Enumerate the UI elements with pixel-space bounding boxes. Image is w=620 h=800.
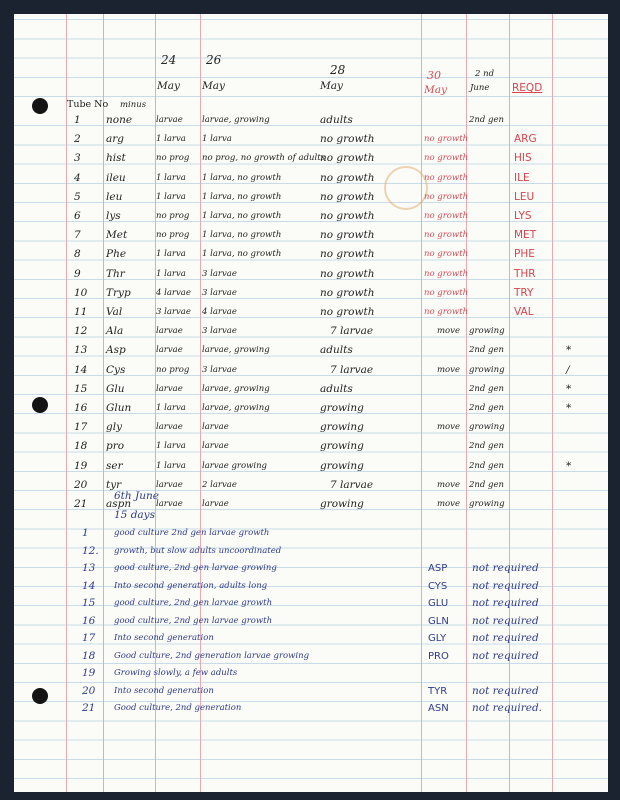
cell-m28: growing xyxy=(320,498,364,510)
note-aa: TYR xyxy=(428,685,448,697)
cell-aa: Met xyxy=(106,229,128,242)
cell-m30: move xyxy=(437,422,461,433)
cell-no: 7 xyxy=(74,229,81,242)
cell-m30: move xyxy=(437,499,461,509)
note-text: growth, but slow adults uncoordinated xyxy=(114,545,282,556)
note-status: not required xyxy=(472,614,539,627)
cell-reqd: LYS xyxy=(514,210,532,222)
cell-aa: lys xyxy=(106,210,121,222)
note-no: 20 xyxy=(82,684,96,697)
note-aa: PRO xyxy=(428,650,449,662)
cell-no: 15 xyxy=(74,382,88,395)
punch-hole xyxy=(32,688,48,704)
cell-j2: 2nd gen xyxy=(469,403,504,413)
cell-m30: no growth xyxy=(424,307,469,317)
note-status: not required xyxy=(472,579,539,592)
note-status: not required. xyxy=(472,702,543,714)
note-text: Into second generation, adults long xyxy=(114,580,268,591)
cell-reqd: THR xyxy=(514,267,536,280)
date-2: 2 nd xyxy=(475,69,495,79)
note-text: good culture 2nd gen larvae growth xyxy=(114,528,270,538)
ledger-sheet xyxy=(14,14,608,792)
note-text: Good culture, 2nd generation larvae growing xyxy=(114,650,310,661)
note-no: 19 xyxy=(82,667,96,679)
cell-m26: no prog, no growth of adults xyxy=(202,153,325,164)
month-2: June xyxy=(470,83,490,93)
cell-m28: no growth xyxy=(320,306,375,318)
cell-j2: 2nd gen xyxy=(469,383,504,394)
cell-no: 4 xyxy=(74,171,81,184)
cell-reqd: MET xyxy=(514,229,537,242)
cell-mark: * xyxy=(566,402,572,414)
note-status: not required xyxy=(472,597,539,609)
cell-m26: 3 larvae xyxy=(202,326,237,337)
cell-no: 18 xyxy=(74,440,88,453)
cell-m30: no growth xyxy=(424,172,469,183)
note-no: 1 xyxy=(82,527,89,539)
cell-m30: no growth xyxy=(424,134,469,145)
cell-m28: growing xyxy=(320,459,364,472)
note-aa: ASP xyxy=(428,563,448,574)
cell-j2: 2nd gen xyxy=(469,441,504,452)
note-no: 17 xyxy=(82,632,96,644)
cell-m26: 1 larva, no growth xyxy=(202,172,282,183)
note-no: 14 xyxy=(82,579,96,592)
note-aa: ASN xyxy=(428,703,449,714)
cell-reqd: HIS xyxy=(514,152,532,165)
note-text: good culture, 2nd gen larvae growth xyxy=(114,598,273,608)
cell-no: 1 xyxy=(74,114,81,126)
note-aa: CYS xyxy=(428,580,448,592)
margin-line xyxy=(66,14,67,792)
cell-m30: no growth xyxy=(424,211,469,221)
cell-m24: larvae xyxy=(156,499,183,509)
cell-m30: move xyxy=(437,326,461,337)
cell-no: 2 xyxy=(74,133,81,146)
cell-reqd: ILE xyxy=(514,171,530,184)
cell-m24: 1 larva xyxy=(156,268,186,279)
cell-aa: pro xyxy=(106,440,125,453)
cell-aa: ser xyxy=(106,459,123,472)
minus-heading: minus xyxy=(120,100,147,110)
cell-m24: no prog xyxy=(156,211,190,221)
note-aa: GLU xyxy=(428,598,449,609)
cell-m24: 1 larva xyxy=(156,134,186,145)
cell-m24: no prog xyxy=(156,153,190,164)
cell-mark: * xyxy=(566,382,572,395)
cell-no: 20 xyxy=(74,478,88,491)
cell-m26: 3 larvae xyxy=(202,364,237,375)
note-text: Good culture, 2nd generation xyxy=(114,703,242,713)
note-text: good culture, 2nd gen larvae growth xyxy=(114,615,273,626)
cell-m24: 3 larvae xyxy=(156,307,191,317)
date-24: 24 xyxy=(161,53,177,67)
margin-line xyxy=(466,14,467,792)
cell-m26: 1 larva, no growth xyxy=(202,211,282,221)
cell-m26: larvae, growing xyxy=(202,345,270,356)
cell-m24: 4 larvae xyxy=(156,287,191,298)
cell-m28: no growth xyxy=(320,190,375,203)
note-no: 18 xyxy=(82,649,96,662)
cell-no: 12 xyxy=(74,325,88,338)
note-text: Into second generation xyxy=(114,685,214,696)
cell-m24: larvae xyxy=(156,422,183,433)
note-aa: GLY xyxy=(428,633,447,644)
month-24: May xyxy=(157,80,180,92)
cell-m30: no growth xyxy=(424,249,469,260)
cell-m24: 1 larva xyxy=(156,172,186,183)
cell-reqd: VAL xyxy=(514,306,534,318)
note-status: not required xyxy=(472,684,539,697)
cell-no: 11 xyxy=(74,306,88,318)
cell-j2: 2nd gen xyxy=(469,115,504,125)
cell-no: 21 xyxy=(74,498,88,510)
note-status: not required xyxy=(472,632,539,644)
cell-m26: 1 larva xyxy=(202,134,232,145)
cell-m28: no growth xyxy=(320,248,375,261)
date-26: 26 xyxy=(206,53,222,67)
cell-no: 17 xyxy=(74,421,88,434)
cell-m26: larvae growing xyxy=(202,460,267,471)
note-status: not required xyxy=(472,562,539,574)
cell-m28: no growth xyxy=(320,171,375,184)
cell-m26: 3 larvae xyxy=(202,268,237,279)
cell-no: 6 xyxy=(74,210,81,222)
cell-reqd: TRY xyxy=(514,286,534,299)
cell-aa: hist xyxy=(106,152,126,165)
cell-j2: 2nd gen xyxy=(469,345,504,356)
cell-j2: growing xyxy=(469,499,505,509)
cell-m24: larvae xyxy=(156,479,183,490)
cell-no: 16 xyxy=(74,402,88,414)
cell-m28: growing xyxy=(320,402,364,414)
cell-m28: no growth xyxy=(320,286,375,299)
note-aa: GLN xyxy=(428,615,449,627)
cell-no: 8 xyxy=(74,248,81,261)
cell-m26: 3 larvae xyxy=(202,287,237,298)
cell-m24: larvae xyxy=(156,345,183,356)
cell-m28: adults xyxy=(320,344,353,357)
cell-m28: 7 larvae xyxy=(330,325,374,338)
cell-j2: growing xyxy=(469,422,505,433)
cell-aa: tyr xyxy=(106,478,122,491)
cell-m26: 4 larvae xyxy=(202,307,237,317)
note-status: not required xyxy=(472,649,539,662)
cell-no: 10 xyxy=(74,286,88,299)
cell-aa: leu xyxy=(106,190,123,203)
note-no: 21 xyxy=(82,702,96,714)
date-28: 28 xyxy=(330,63,346,77)
cell-m30: no growth xyxy=(424,191,469,202)
cell-m24: 1 larva xyxy=(156,249,186,260)
cell-m24: 1 larva xyxy=(156,441,186,452)
note-text: good culture, 2nd gen larvae growing xyxy=(114,563,277,573)
cell-mark: * xyxy=(566,344,572,357)
cell-m24: larvae xyxy=(156,115,183,125)
cell-reqd: LEU xyxy=(514,190,535,203)
month-30: May xyxy=(424,84,447,96)
cell-no: 5 xyxy=(74,190,81,203)
cell-aa: ileu xyxy=(106,171,126,184)
cell-m30: no growth xyxy=(424,230,469,241)
cell-aa: Tryp xyxy=(106,286,131,299)
margin-line xyxy=(103,14,104,792)
cell-m30: no growth xyxy=(424,268,469,279)
punch-hole xyxy=(32,397,48,413)
date-30: 30 xyxy=(427,69,441,82)
cell-aa: Phe xyxy=(106,248,127,261)
cell-aa: aspn xyxy=(106,498,132,510)
note-no: 15 xyxy=(82,597,96,609)
cell-mark: * xyxy=(566,459,572,472)
cell-j2: 2nd gen xyxy=(469,479,504,490)
cell-m28: 7 larvae xyxy=(330,363,374,376)
cell-no: 9 xyxy=(74,267,81,280)
stain-mark xyxy=(384,166,428,210)
cell-no: 19 xyxy=(74,459,88,472)
cell-m28: adults xyxy=(320,114,353,126)
cell-m24: no prog xyxy=(156,230,190,241)
cell-m28: no growth xyxy=(320,133,375,146)
cell-m24: no prog xyxy=(156,364,190,375)
month-26: May xyxy=(202,80,225,92)
tube-no-heading: Tube No xyxy=(67,99,109,110)
cell-aa: Cys xyxy=(106,363,126,376)
cell-j2: growing xyxy=(469,364,505,375)
cell-m30: move xyxy=(437,364,461,375)
cell-m28: growing xyxy=(320,440,364,453)
notes-date: 6th June xyxy=(114,490,159,502)
cell-aa: Glu xyxy=(106,382,125,395)
cell-m28: no growth xyxy=(320,152,375,165)
cell-m24: larvae xyxy=(156,326,183,337)
cell-aa: Ala xyxy=(106,325,124,338)
punch-hole xyxy=(32,98,48,114)
cell-m30: no growth xyxy=(424,153,469,164)
cell-m26: larvae xyxy=(202,441,229,452)
notes-days: 15 days xyxy=(114,509,156,521)
cell-m26: 2 larvae xyxy=(202,479,237,490)
cell-m28: growing xyxy=(320,421,364,434)
cell-m26: 1 larva, no growth xyxy=(202,191,282,202)
cell-aa: gly xyxy=(106,421,123,434)
margin-line xyxy=(552,14,553,792)
margin-line xyxy=(509,14,510,792)
month-28: May xyxy=(320,80,343,92)
cell-m30: move xyxy=(437,479,461,490)
cell-aa: Thr xyxy=(106,267,125,280)
cell-m26: larvae, growing xyxy=(202,115,270,125)
cell-m24: 1 larva xyxy=(156,191,186,202)
note-no: 12. xyxy=(82,544,99,557)
cell-m28: no growth xyxy=(320,229,375,242)
cell-m26: larvae xyxy=(202,499,229,509)
note-no: 16 xyxy=(82,614,96,627)
margin-line xyxy=(421,14,422,792)
note-text: Into second generation xyxy=(114,633,214,643)
cell-m26: 1 larva, no growth xyxy=(202,230,282,241)
cell-m28: adults xyxy=(320,382,353,395)
cell-m28: no growth xyxy=(320,267,375,280)
reqd-heading: REQD xyxy=(512,82,543,94)
cell-reqd: PHE xyxy=(514,248,535,261)
cell-m26: larvae, growing xyxy=(202,403,270,413)
cell-m28: no growth xyxy=(320,210,375,222)
cell-m24: 1 larva xyxy=(156,403,186,413)
note-no: 13 xyxy=(82,562,96,574)
cell-m26: 1 larva, no growth xyxy=(202,249,282,260)
cell-aa: Glun xyxy=(106,402,132,414)
cell-mark: / xyxy=(566,363,570,376)
cell-m26: larvae xyxy=(202,422,229,433)
cell-no: 14 xyxy=(74,363,88,376)
cell-reqd: ARG xyxy=(514,133,537,146)
cell-aa: arg xyxy=(106,133,125,146)
cell-aa: Val xyxy=(106,306,123,318)
cell-m28: 7 larvae xyxy=(330,478,374,491)
cell-m24: larvae xyxy=(156,383,183,394)
cell-m26: larvae, growing xyxy=(202,383,270,394)
cell-no: 13 xyxy=(74,344,88,357)
cell-j2: growing xyxy=(469,326,505,337)
cell-aa: Asp xyxy=(106,344,126,357)
cell-m24: 1 larva xyxy=(156,460,186,471)
cell-j2: 2nd gen xyxy=(469,460,504,471)
cell-aa: none xyxy=(106,114,133,126)
cell-m30: no growth xyxy=(424,287,469,298)
note-text: Growing slowly, a few adults xyxy=(114,668,238,678)
cell-no: 3 xyxy=(74,152,81,165)
